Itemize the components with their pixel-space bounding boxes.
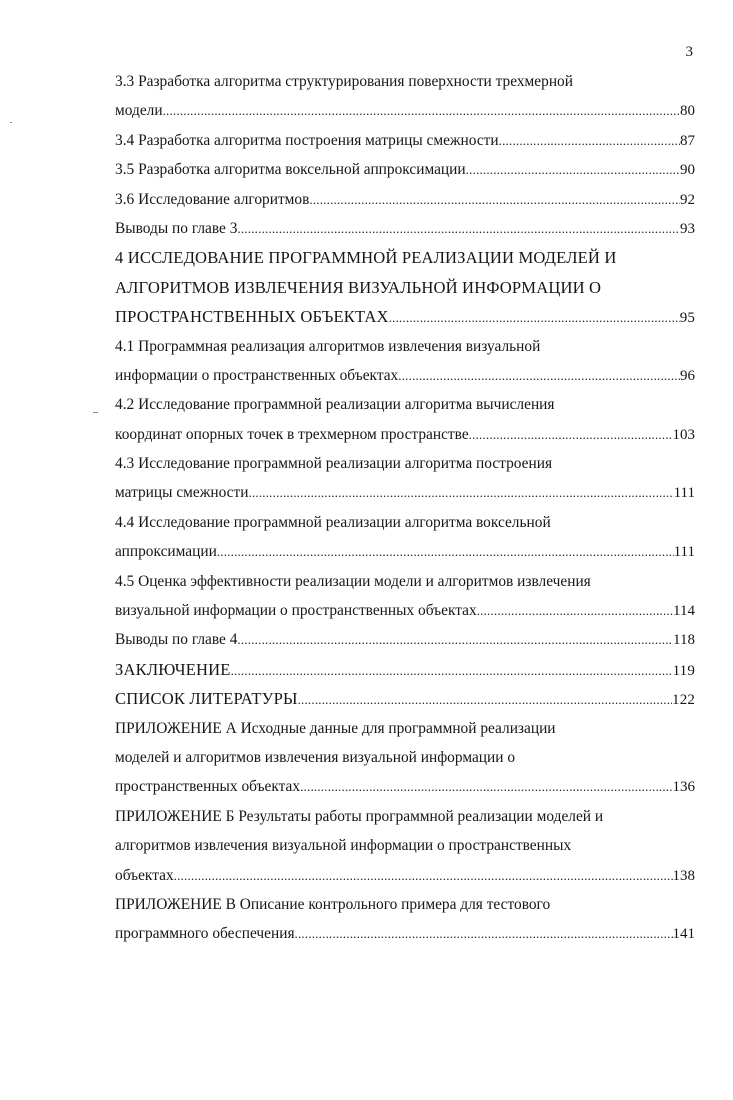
dot-leader: [477, 596, 673, 625]
table-of-contents: [115, 67, 695, 949]
toc-page-number: 138: [672, 867, 695, 884]
dot-leader: [295, 919, 673, 948]
toc-page-number: 118: [673, 632, 695, 649]
toc-page-number: 96: [680, 367, 695, 384]
toc-entry[interactable]: [115, 243, 695, 331]
toc-page-number: 111: [673, 485, 695, 502]
toc-entry[interactable]: [115, 802, 695, 890]
dot-leader: [248, 478, 673, 507]
toc-entry-text: объектах: [115, 866, 174, 884]
dot-leader: [174, 861, 673, 890]
toc-entry[interactable]: [115, 185, 695, 214]
toc-page-number: 80: [680, 103, 695, 120]
toc-entry-text: визуальной информации о пространственных объектах: [115, 602, 477, 620]
toc-entry-text: ЗАКЛЮЧЕНИЕ: [115, 659, 231, 679]
toc-entry-text: алгоритмов извлечения визуальной информации о пространственных: [115, 837, 572, 855]
toc-entry-text: 4.4 Исследование программной реализации алгоритма воксельной: [115, 513, 551, 531]
toc-page-number: 141: [672, 926, 695, 943]
toc-entry-text: СПИСОК ЛИТЕРАТУРЫ: [115, 689, 298, 709]
toc-page-number: 103: [672, 426, 695, 443]
toc-entry-text: ПРИЛОЖЕНИЕ В Описание контрольного примера для тестового: [115, 895, 551, 913]
toc-entry[interactable]: [115, 508, 695, 567]
dot-leader: [298, 685, 672, 713]
toc-page-number: 111: [673, 544, 695, 561]
toc-entry[interactable]: [115, 890, 695, 949]
toc-entry-text: Выводы по главе 4: [115, 631, 238, 649]
toc-page-number: 92: [680, 191, 695, 208]
toc-entry-text: аппроксимации: [115, 543, 217, 561]
toc-page-number: 93: [680, 220, 695, 237]
toc-entry[interactable]: [115, 126, 695, 155]
dot-leader: [398, 361, 680, 390]
toc-entry-text: Выводы по главе 3: [115, 219, 238, 237]
toc-entry-text: 4 ИССЛЕДОВАНИЕ ПРОГРАММНОЙ РЕАЛИЗАЦИИ МОДЕЛЕЙ И: [115, 248, 617, 268]
toc-entry-text: модели: [115, 102, 163, 120]
toc-page-number: 95: [679, 310, 695, 327]
toc-entry[interactable]: [115, 684, 695, 713]
toc-entry-text: ПРОСТРАНСТВЕННЫХ ОБЪЕКТАХ: [115, 307, 389, 327]
toc-entry-text: АЛГОРИТМОВ ИЗВЛЕЧЕНИЯ ВИЗУАЛЬНОЙ ИНФОРМАЦИИ О: [115, 277, 602, 297]
toc-entry-text: координат опорных точек в трехмерном пространстве: [115, 425, 469, 443]
dot-leader: [217, 537, 674, 566]
toc-entry-text: информации о пространственных объектах: [115, 366, 399, 384]
toc-entry-text: 3.5 Разработка алгоритма воксельной аппроксимации: [115, 161, 466, 179]
dot-leader: [163, 96, 680, 125]
dot-leader: [466, 155, 680, 184]
dot-leader: [300, 772, 672, 801]
toc-entry-text: 4.1 Программная реализация алгоритмов извлечения визуальной: [115, 337, 541, 355]
dot-leader: [237, 625, 673, 654]
toc-entry[interactable]: [115, 67, 695, 126]
scan-mark: [10, 122, 12, 123]
toc-entry[interactable]: [115, 390, 695, 449]
toc-entry[interactable]: [115, 449, 695, 508]
toc-entry-text: 3.4 Разработка алгоритма построения матрицы смежности: [115, 131, 499, 149]
toc-entry[interactable]: [115, 214, 695, 243]
dot-leader: [389, 303, 680, 331]
toc-entry-text: моделей и алгоритмов извлечения визуальной информации о: [115, 748, 516, 766]
toc-entry-text: 3.3 Разработка алгоритма структурирования поверхности трехмерной: [115, 73, 573, 90]
toc-entry-text: 4.2 Исследование программной реализации алгоритма вычисления: [115, 396, 555, 414]
toc-entry[interactable]: [115, 655, 695, 684]
toc-entry-text: ПРИЛОЖЕНИЕ Б Результаты работы программной реализации моделей и: [115, 807, 604, 825]
dot-leader: [237, 214, 680, 243]
toc-page-number: 119: [672, 662, 695, 679]
toc-entry[interactable]: [115, 155, 695, 184]
toc-page-number: 114: [673, 603, 695, 620]
toc-page-number: 90: [680, 162, 695, 179]
toc-entry[interactable]: [115, 332, 695, 391]
toc-page-number: 87: [680, 132, 695, 149]
toc-entry-text: матрицы смежности: [115, 484, 249, 502]
toc-entry-text: программного обеспечения: [115, 925, 295, 943]
toc-entry-text: 4.3 Исследование программной реализации алгоритма построения: [115, 455, 553, 473]
toc-entry-text: пространственных объектах: [115, 778, 301, 796]
toc-page-number: 136: [672, 779, 695, 796]
toc-entry[interactable]: [115, 567, 695, 626]
toc-entry[interactable]: [115, 625, 695, 654]
page-number: 3: [685, 44, 693, 60]
dot-leader: [231, 656, 673, 684]
dot-leader: [499, 126, 680, 155]
toc-entry-text: ПРИЛОЖЕНИЕ А Исходные данные для программной реализации: [115, 719, 556, 737]
dot-leader: [469, 420, 673, 449]
dot-leader: [309, 185, 680, 214]
toc-entry-text: 4.5 Оценка эффективности реализации модели и алгоритмов извлечения: [115, 572, 591, 590]
toc-entry-text: 3.6 Исследование алгоритмов: [115, 190, 310, 208]
toc-page-number: 122: [672, 692, 695, 709]
scan-mark: [93, 412, 98, 413]
toc-entry[interactable]: [115, 714, 695, 802]
